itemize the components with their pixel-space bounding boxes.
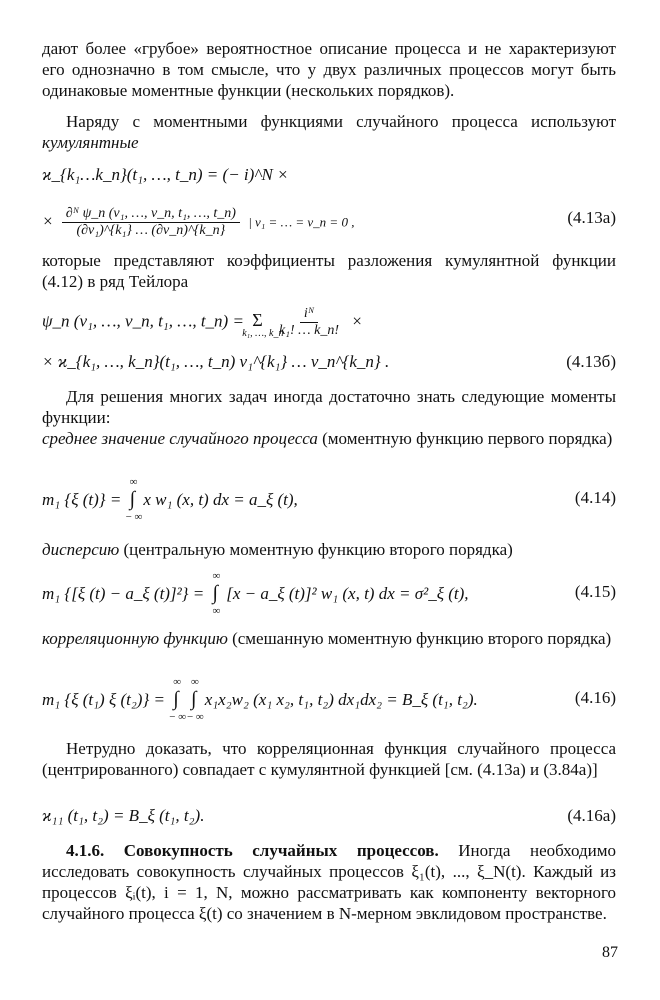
paragraph-7: [42, 628, 616, 649]
paragraph-5: [42, 428, 616, 449]
paragraph-1: дают более «грубое» вероятностное описание процесса и не характеризуют его однозначно в том смысле, что у двух различных процессов могут быть одинаковые моментные функции (нескольких порядков).: [42, 39, 616, 100]
integral-sign: ∫ ∞ − ∞: [125, 476, 143, 523]
term-variance: дисперсию: [42, 540, 120, 559]
times-sign: ×: [351, 311, 363, 331]
paragraph-2-text: Наряду с моментными функциями случайного процесса используют: [66, 112, 616, 131]
integral-lower-limit: − ∞: [125, 511, 143, 523]
equation-4-16a: [42, 806, 616, 834]
equation-text: ϰ₁₁ (t₁, t₂) = B_ξ (t₁, t₂).: [42, 806, 205, 825]
integral-lower-limit: ∞: [212, 605, 221, 617]
equation-4-13a-line2: [42, 198, 616, 244]
term-mean: среднее значение случайного процесса: [42, 429, 318, 448]
integral-upper-limit: ∞: [190, 676, 199, 688]
equation-4-16: [42, 676, 616, 723]
integral-lower-limit: − ∞: [186, 711, 204, 723]
fraction-denominator: k₁! … k_n!: [278, 323, 340, 338]
equation-number: (4.14): [574, 488, 616, 507]
page-number: 87: [602, 944, 618, 961]
times-sign: ×: [42, 211, 54, 231]
integral-sign-2: ∫ ∞ − ∞: [186, 676, 204, 723]
equation-number: (4.16): [574, 688, 616, 707]
paragraph-9-text: Иногда необходимо исследовать совокупность случайных процессов ξ₁(t), ..., ξ_N(t). Каждый из процессов ξᵢ(t), i = 1, N, можно рассматривать как компоненту векторного случайного процесса ξ(t) со значением в N-мерном эвклидовом пространстве.: [42, 841, 616, 923]
equation-rhs: [x − a_ξ (t)]² w₁ (x, t) dx = σ²_ξ (t),: [226, 584, 469, 603]
fraction-numerator: ∂ᴺ ψ_n (v₁, …, v_n, t₁, …, t_n): [62, 206, 240, 223]
equation-lhs: m₁ {[ξ (t) − a_ξ (t)]²} =: [42, 584, 209, 603]
paragraph-7-text: (смешанную моментную функцию второго порядка): [227, 629, 612, 648]
equation-text: ϰ_{k₁…k_n}(t₁, …, t_n) = (− i)^N ×: [42, 165, 289, 184]
paragraph-4: Для решения многих задач иногда достаточно знать следующие моменты функции:: [42, 387, 616, 427]
integral-upper-limit: ∞: [129, 476, 138, 488]
paragraph-3: которые представляют коэффициенты разложения кумулянтной функции (4.12) в ряд Тейлора: [42, 251, 616, 291]
evaluation-bar: | v₁ = … = v_n = 0 ,: [248, 214, 355, 230]
integral-lower-limit: − ∞: [169, 711, 187, 723]
equation-number: (4.13а): [567, 208, 616, 227]
term-cumulant: кумулянтные: [42, 133, 139, 152]
section-heading: 4.1.6. Совокупность случайных процессов.: [66, 841, 439, 860]
fraction-numerator: iᴺ: [300, 306, 318, 323]
paragraph-6: [42, 539, 616, 560]
equation-4-13a-line1: [42, 165, 616, 193]
paragraph-6-text: (центральную моментную функцию второго порядка): [119, 540, 513, 559]
paragraph-8: Нетрудно доказать, что корреляционная функция случайного процесса (центрированного) совпадает с кумулянтной функцией [см. (4.13а) и (3.84а)]: [42, 739, 616, 779]
paragraph-2: [42, 111, 616, 153]
equation-4-14: [42, 476, 616, 523]
integral-sign: ∫ ∞ ∞: [212, 570, 221, 617]
equation-text: × ϰ_{k₁, …, k_n}(t₁, …, t_n) v₁^{k₁} … v_n^{k_n} .: [42, 352, 390, 371]
equation-4-15: [42, 570, 616, 617]
fraction-denominator: (∂v₁)^{k₁} … (∂v_n)^{k_n}: [76, 223, 226, 238]
equation-number: (4.15): [574, 582, 616, 601]
equation-lhs: ψ_n (v₁, …, v_n, t₁, …, t_n) =: [42, 311, 249, 331]
equation-4-13b-line2: [42, 352, 616, 380]
sum-sign: [242, 310, 284, 340]
equation-number: (4.13б): [566, 352, 616, 371]
sum-symbol: Σ: [252, 310, 263, 331]
equation-4-13b-line1: [42, 306, 616, 346]
paragraph-5-text: (моментную функцию первого порядка): [317, 429, 613, 448]
integral-sign-1: ∫ ∞ − ∞: [169, 676, 187, 723]
fraction: [275, 306, 343, 339]
equation-number: (4.16а): [567, 806, 616, 825]
equation-rhs: x₁x₂w₂ (x₁ x₂, t₁, t₂) dx₁dx₂ = B_ξ (t₁, t₂).: [204, 690, 478, 709]
equation-rhs: x w₁ (x, t) dx = a_ξ (t),: [143, 490, 298, 509]
integral-upper-limit: ∞: [173, 676, 182, 688]
integral-upper-limit: ∞: [212, 570, 221, 582]
term-correlation: корреляционную функцию: [42, 629, 228, 648]
fraction: [62, 206, 240, 239]
equation-lhs: m₁ {ξ (t₁) ξ (t₂)} =: [42, 690, 170, 709]
equation-lhs: m₁ {ξ (t)} =: [42, 490, 126, 509]
paragraph-9: [42, 840, 616, 924]
sum-subscript: k₁, …, k_n: [242, 328, 284, 340]
